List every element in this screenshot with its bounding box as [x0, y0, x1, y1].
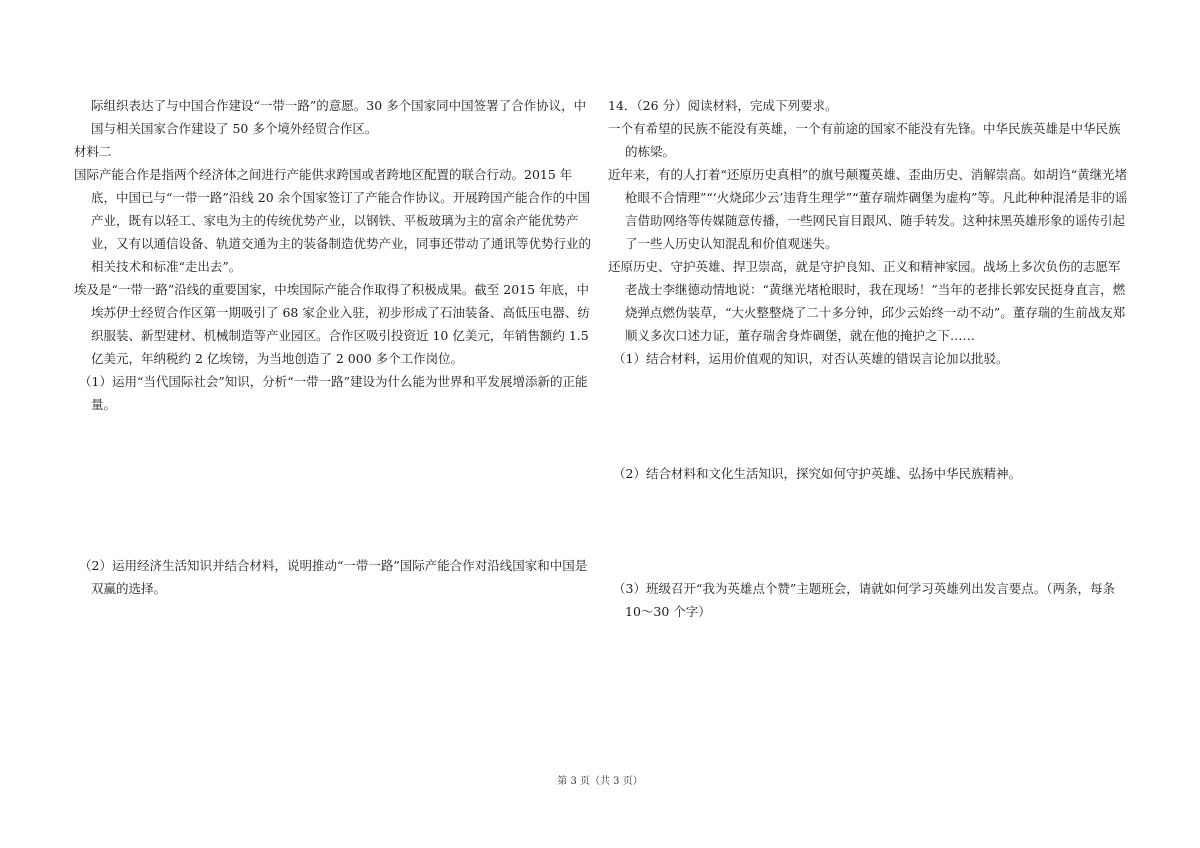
- question-14-paragraph-2: 近年来，有的人打着“还原历史真相”的旗号颠覆英雄、歪曲历史、消解崇高。如胡诌“黄继光堵枪眼不合情理”“‘火烧邱少云’违背生理学”“董存瑞炸碉堡为虚构”等。凡此种种混淆是非的谣言借助网络等传媒随意传播，一些网民盲目跟风、随手转发。这种抹黑英雄形象的谣传引起了一些人历史认知混乱和价值观迷失。: [608, 167, 1128, 251]
- answer-space: [608, 370, 1128, 462]
- question-14-3: （3）班级召开“我为英雄点个赞”主题班会，请就如何学习英雄列出发言要点。（两条，每条 10～30 个字）: [613, 581, 1115, 619]
- question-14-paragraph-3: 还原历史、守护英雄、捍卫崇高，就是守护良知、正义和精神家园。战场上多次负伤的志愿军老战士李继德动情地说：“黄继光堵枪眼时，我在现场！”当年的老排长郭安民挺身直言，燃烧弹点燃伪装草，“大火整整烧了二十多分钟，邱少云始终一动不动”。董存瑞的生前战友郑顺义多次口述力证，董存瑞舍身炸碉堡，就在他的掩护之下……: [608, 259, 1126, 343]
- question-14-paragraph-1: 一个有希望的民族不能没有英雄，一个有前途的国家不能没有先锋。中华民族英雄是中华民族的栋梁。: [608, 121, 1121, 159]
- right-column: [608, 94, 1128, 623]
- material-one-continuation: 际组织表达了与中国合作建设“一带一路”的意愿。30 多个国家同中国签署了合作协议，中国与相关国家合作建设了 50 多个境外经贸合作区。: [91, 98, 587, 136]
- answer-space: [74, 416, 596, 554]
- material-two-paragraph-2: 埃及是“一带一路”沿线的重要国家，中埃国际产能合作取得了积极成果。截至 2015 年底，中埃苏伊士经贸合作区第一期吸引了 68 家企业入驻，初步形成了石油装备、高低压电器、纺织服装、新型建材、机械制造等产业园区。合作区吸引投资近 10 亿美元，年销售额约 1.5 亿美元，年纳税约 2 亿埃镑，为当地创造了 2 000 多个工作岗位。: [74, 282, 590, 366]
- page-footer: 第 3 页（共 3 页）: [557, 776, 643, 787]
- question-14-2: （2）结合材料和文化生活知识，探究如何守护英雄、弘扬中华民族精神。: [613, 466, 1021, 481]
- answer-space: [608, 485, 1128, 577]
- question-13-2: （2）运用经济生活知识并结合材料，说明推动“一带一路”国际产能合作对沿线国家和中国是双赢的选择。: [79, 558, 588, 596]
- question-13-1: （1）运用“当代国际社会”知识，分析“一带一路”建设为什么能为世界和平发展增添新的正能量。: [79, 374, 588, 412]
- left-column: [74, 94, 596, 600]
- question-14-1: （1）结合材料，运用价值观的知识，对否认英雄的错误言论加以批驳。: [613, 351, 1009, 366]
- question-14-title: 14．（26 分）阅读材料，完成下列要求。: [608, 98, 838, 113]
- material-two-heading: 材料二: [74, 144, 112, 159]
- material-two-paragraph-1: 国际产能合作是指两个经济体之间进行产能供求跨国或者跨地区配置的联合行动。2015 年底，中国已与“一带一路”沿线 20 余个国家签订了产能合作协议。开展跨国产能合作的中国产业，既有以轻工、家电为主的传统优势产业，以钢铁、平板玻璃为主的富余产能优势产业，又有以通信设备、轨道交通为主的装备制造优势产业，同事还带动了通讯等优势行业的相关技术和标准“走出去”。: [74, 167, 592, 274]
